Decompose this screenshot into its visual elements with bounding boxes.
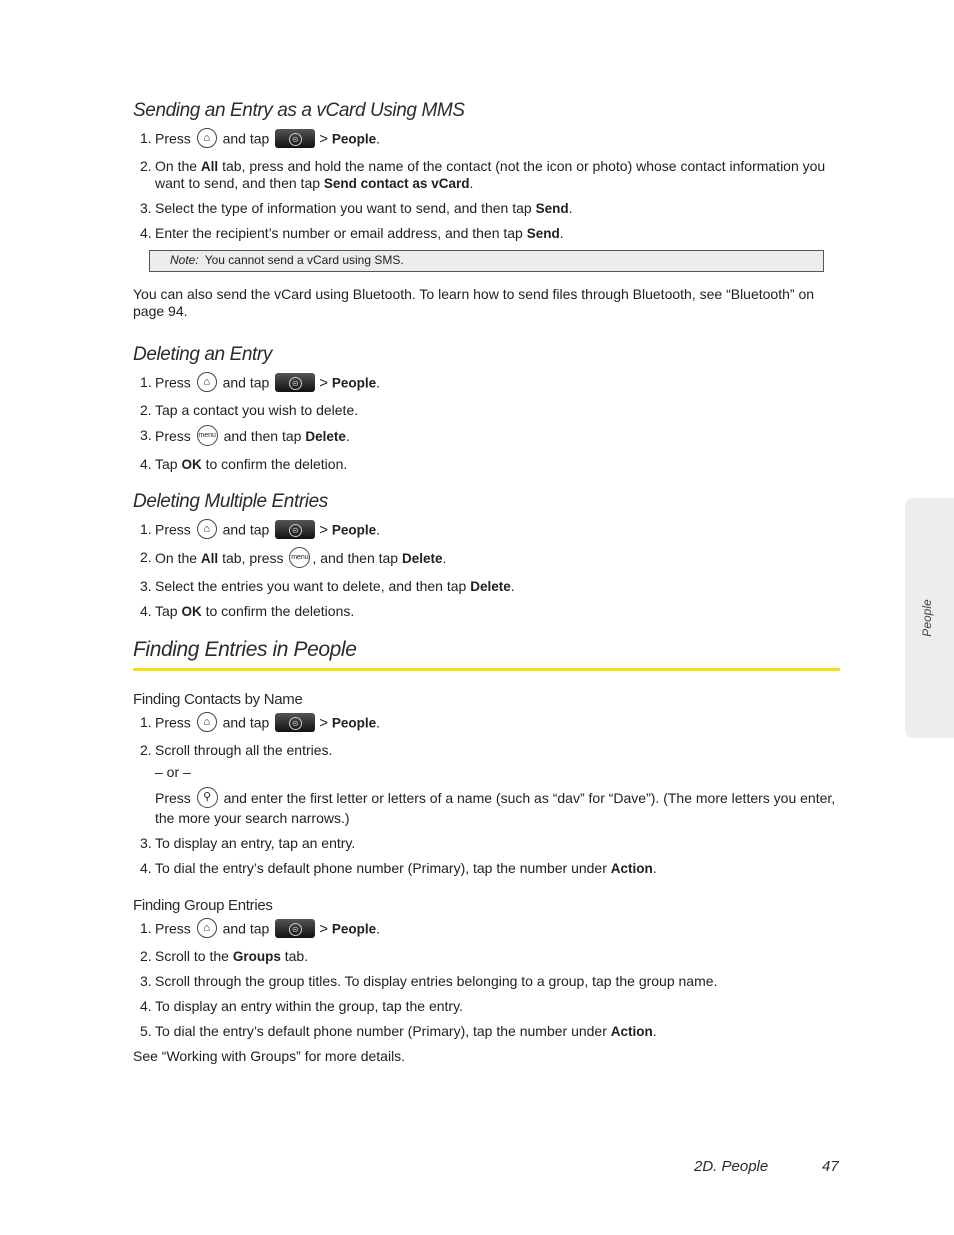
page-content [133,100,840,1089]
step-item: 2. On the All tab, press menu , and then tap Delete. [140,549,447,567]
step-item: 4. Enter the recipient’s number or email address, and then tap Send. [140,225,564,241]
paragraph-bluetooth: You can also send the vCard using Bluetooth. To learn how to send files through Bluetooth, see “Bluetooth” on page 94. [133,286,815,319]
all-apps-tab-icon: ⊝ [275,373,315,392]
search-key-icon: ⚲ [197,787,218,808]
step-item: 1. Press ⌂ and tap ⊝ > People. [140,374,380,392]
home-key-icon: ⌂ [197,712,217,732]
footer-section-label: 2D. People [694,1158,769,1175]
step-item: 3. Select the entries you want to delete, and then tap Delete. [140,578,515,594]
footer-page-number: 47 [822,1158,839,1175]
steps-finding-groups [133,920,840,1040]
step-item: 2. Scroll to the Groups tab. [140,948,309,964]
step-item: 3. Scroll through the group titles. To display entries belonging to a group, tap the group name. [140,973,718,989]
step-item: 2. Tap a contact you wish to delete. [140,402,359,418]
step-item: 3. To display an entry, tap an entry. [140,835,356,851]
all-apps-tab-icon: ⊝ [275,713,315,732]
subsection-title-by-name: Finding Contacts by Name [133,691,303,708]
home-key-icon: ⌂ [197,519,217,539]
side-tab-people: People [905,498,954,738]
home-key-icon: ⌂ [197,918,217,938]
step-item: 4. To dial the entry’s default phone number (Primary), tap the number under Action. [140,860,657,876]
all-apps-tab-icon: ⊝ [275,129,315,148]
accent-rule [133,668,840,671]
steps-finding-by-name [133,714,840,877]
step-item: 4. Tap OK to confirm the deletions. [140,603,355,619]
section-title-sending-vcard: Sending an Entry as a vCard Using MMS [133,100,465,121]
step-item: 2. On the All tab, press and hold the name of the contact (not the icon or photo) whose contact information you want to send, and then tap Send contact as vCard. [140,158,826,191]
steps-deleting-entry [133,374,840,473]
steps-deleting-multiple [133,521,840,620]
paragraph-working-groups: See “Working with Groups” for more details. [133,1048,406,1064]
section-title-deleting-entry: Deleting an Entry [133,344,272,365]
step-item: 4. Tap OK to confirm the deletion. [140,456,348,472]
section-title-deleting-multiple: Deleting Multiple Entries [133,491,328,512]
menu-key-icon: menu [289,547,310,568]
step-item: 3. Press menu and then tap Delete. [140,427,350,445]
steps-sending-vcard [133,130,840,242]
note-box: Note: You cannot send a vCard using SMS. [149,250,824,272]
section-title-finding-entries: Finding Entries in People [133,638,357,661]
step-item: 4. To display an entry within the group, tap the entry. [140,998,463,1014]
step-item: 1. Press ⌂ and tap ⊝ > People. [140,130,380,148]
all-apps-tab-icon: ⊝ [275,919,315,938]
menu-key-icon: menu [197,425,218,446]
step-item: 2. Scroll through all the entries. – or – Press ⚲ and enter the first letter or letters of a name (such as “dav” for “Dave”). (The more letters you enter, the more your search narrows.) [140,742,836,826]
all-apps-tab-icon: ⊝ [275,520,315,539]
home-key-icon: ⌂ [197,128,217,148]
step-item: 1. Press ⌂ and tap ⊝ > People. [140,521,380,539]
subsection-title-group-entries: Finding Group Entries [133,897,273,914]
step-item: 1. Press ⌂ and tap ⊝ > People. [140,920,380,938]
step-item: 5. To dial the entry’s default phone number (Primary), tap the number under Action. [140,1023,657,1039]
home-key-icon: ⌂ [197,372,217,392]
step-item: 3. Select the type of information you want to send, and then tap Send. [140,200,573,216]
step-item: 1. Press ⌂ and tap ⊝ > People. [140,714,380,732]
